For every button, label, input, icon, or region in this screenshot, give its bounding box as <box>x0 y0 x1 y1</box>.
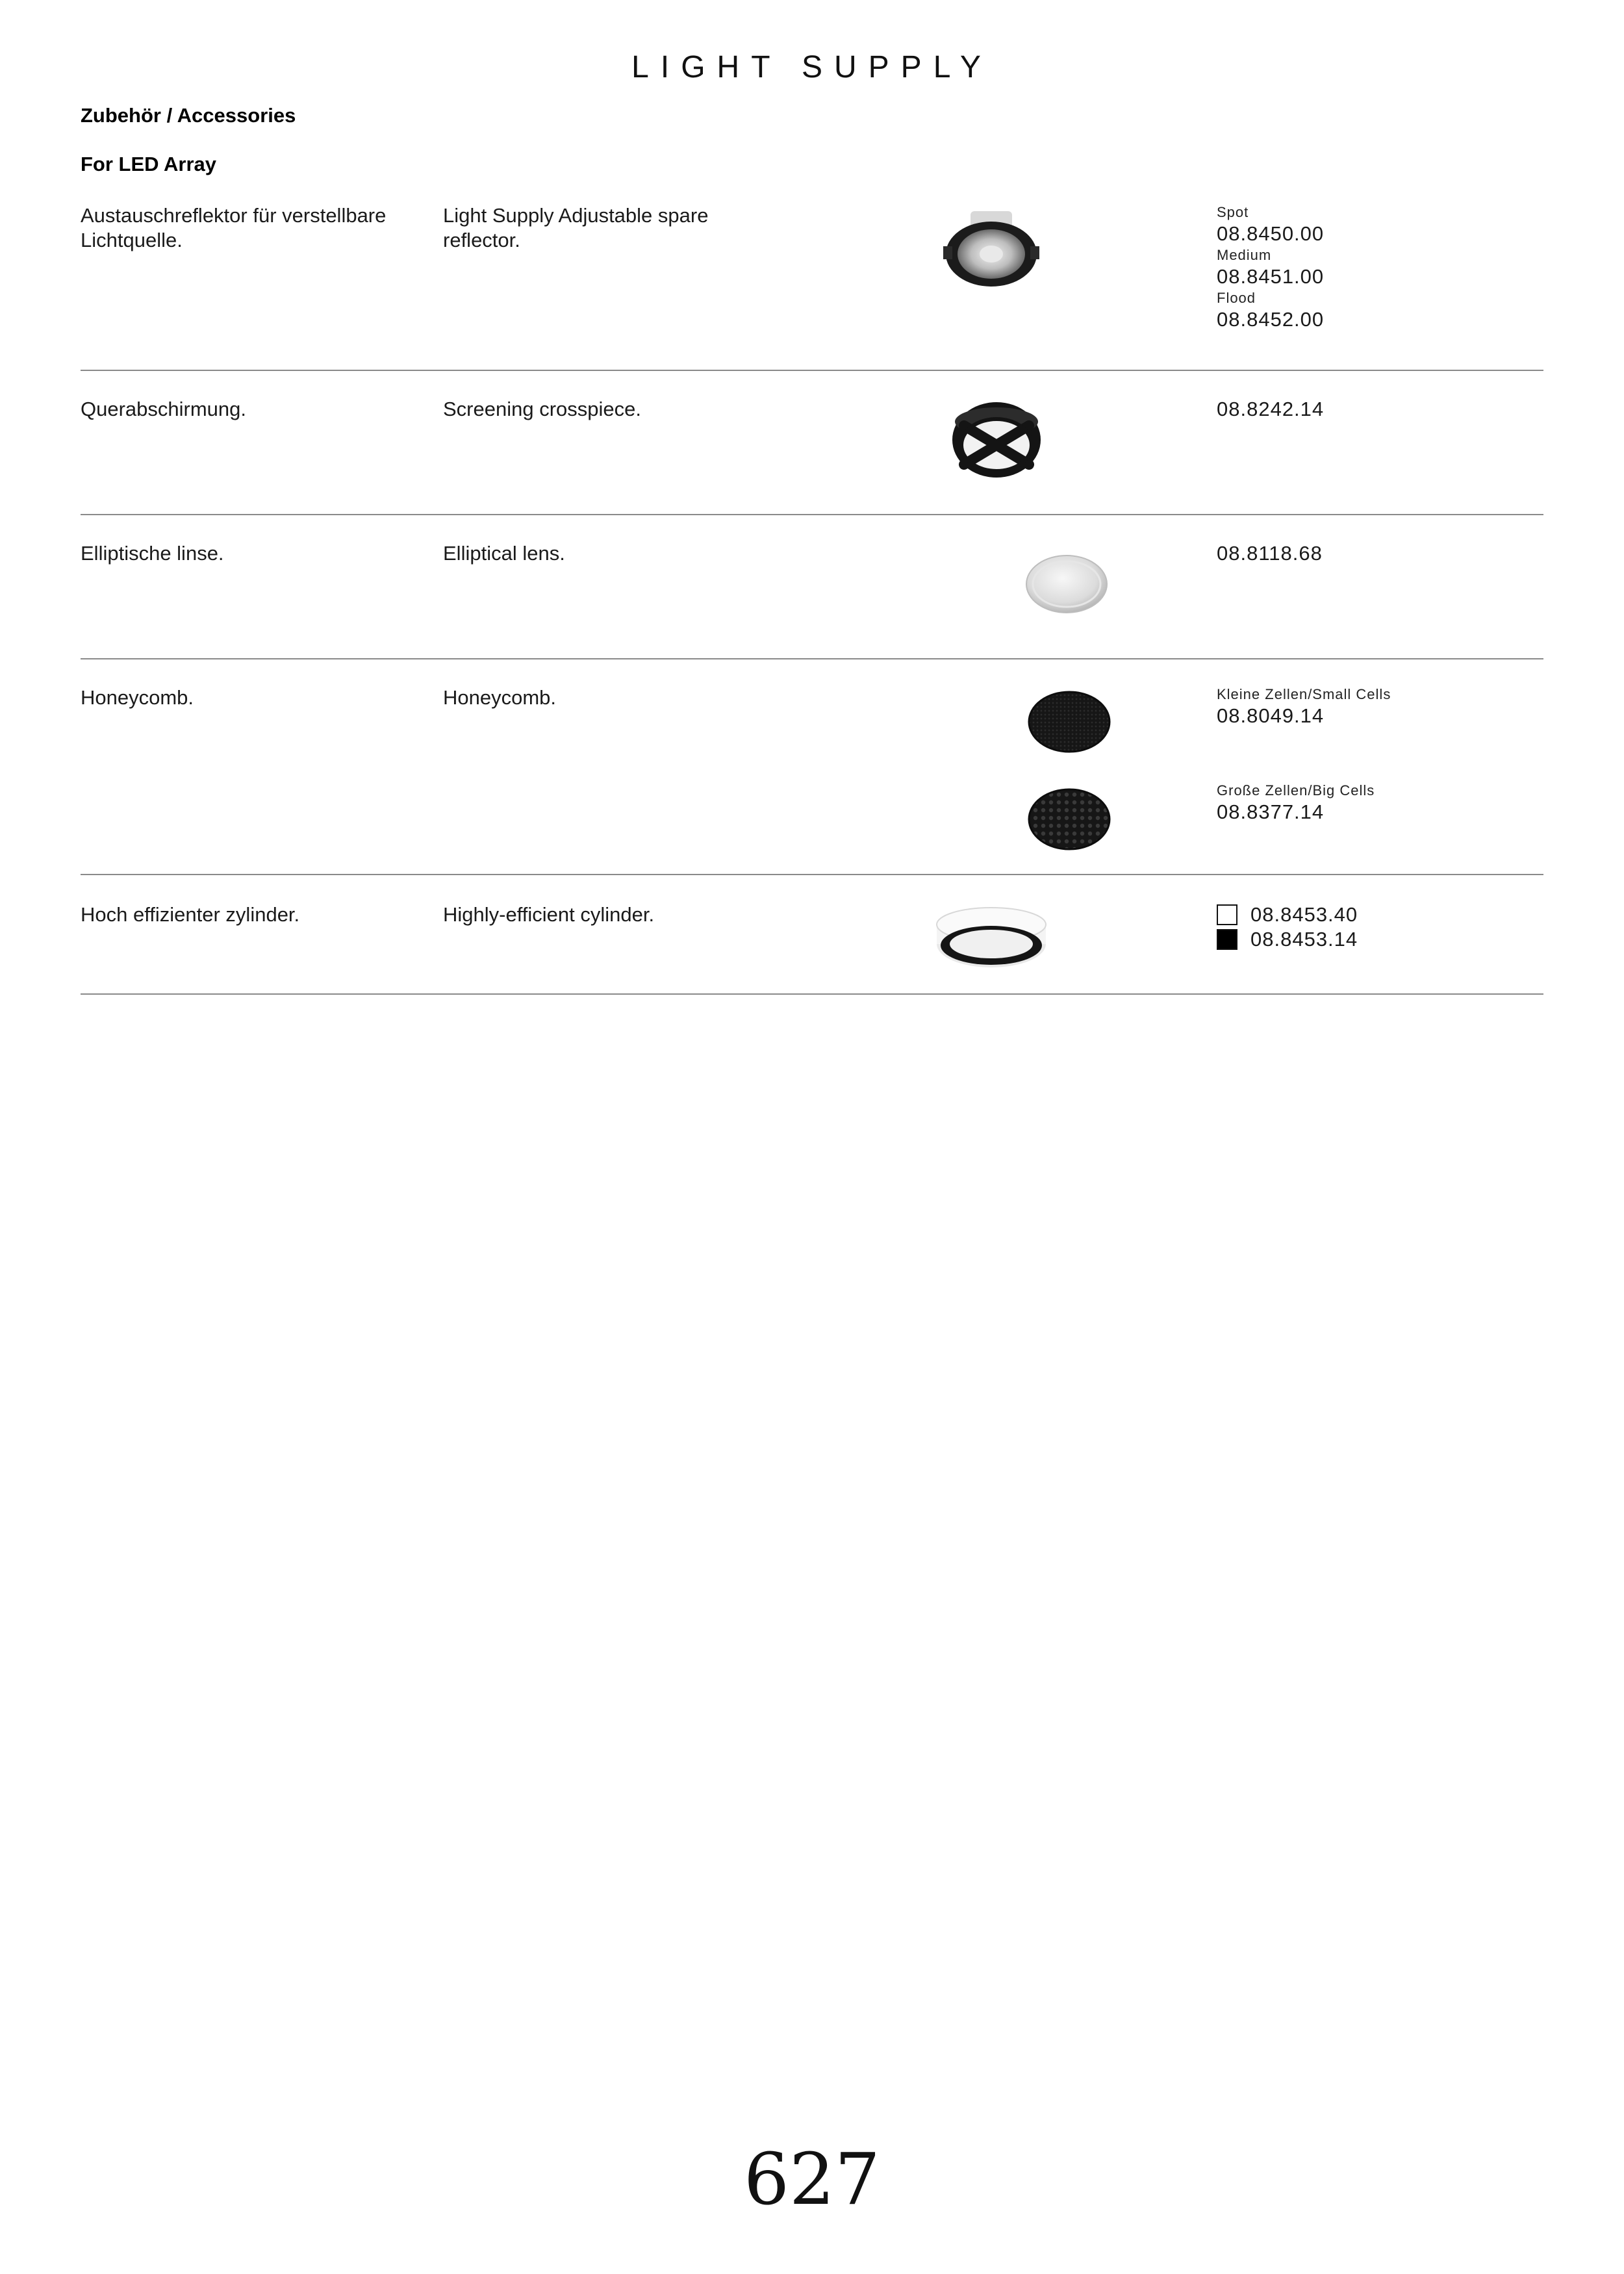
article-code: 08.8450.00 <box>1217 222 1325 245</box>
page-number: 627 <box>744 2138 880 2221</box>
section-title: Zubehör / Accessories <box>81 104 296 127</box>
black-swatch-icon <box>1217 929 1237 950</box>
description-de: Austauschreflektor für verstellbare Lichtquelle. <box>81 204 387 251</box>
article-code: 08.8452.00 <box>1217 308 1325 331</box>
article-codes <box>1217 397 1324 422</box>
article-codes <box>1217 902 1358 952</box>
accessory-row-elliptical-lens <box>81 541 1543 659</box>
brand-title: LIGHT SUPPLY <box>631 50 993 84</box>
description-de: Honeycomb. <box>81 686 194 709</box>
variant-label: Große Zellen/Big Cells <box>1217 782 1375 798</box>
honeycomb-big-image <box>1024 783 1115 854</box>
article-code: 08.8453.40 <box>1250 903 1358 926</box>
color-variant-white <box>1217 902 1358 927</box>
article-code: 08.8377.14 <box>1217 800 1325 823</box>
description-en: Light Supply Adjustable spare reflector. <box>443 204 709 251</box>
white-swatch-icon <box>1217 904 1237 925</box>
variant-label: Spot <box>1217 204 1249 220</box>
accessory-row-honeycomb <box>81 685 1543 875</box>
article-code: 08.8451.00 <box>1217 265 1325 288</box>
description-de: Elliptische linse. <box>81 542 224 565</box>
description-en: Highly-efficient cylinder. <box>443 903 655 926</box>
article-codes <box>1217 541 1323 566</box>
variant-label: Flood <box>1217 290 1256 306</box>
description-en: Elliptical lens. <box>443 542 565 565</box>
variant-label: Medium <box>1217 247 1272 263</box>
cylinder-image <box>933 901 1050 973</box>
subsection-title: For LED Array <box>81 153 217 175</box>
description-en: Screening crosspiece. <box>443 398 641 420</box>
reflector-image <box>939 207 1043 292</box>
crosspiece-image <box>945 396 1048 480</box>
description-de: Hoch effizienter zylinder. <box>81 903 300 926</box>
article-codes <box>1217 203 1324 332</box>
variant-label: Kleine Zellen/Small Cells <box>1217 686 1391 702</box>
description-de: Querabschirmung. <box>81 398 247 420</box>
color-variant-black <box>1217 927 1358 952</box>
article-code: 08.8453.14 <box>1250 928 1358 951</box>
honeycomb-small-image <box>1024 685 1115 757</box>
accessory-row-reflector <box>81 203 1543 371</box>
accessory-row-cylinder <box>81 902 1543 995</box>
article-codes <box>1217 685 1391 824</box>
article-code: 08.8118.68 <box>1217 542 1323 565</box>
article-code: 08.8242.14 <box>1217 398 1325 420</box>
description-en: Honeycomb. <box>443 686 557 709</box>
elliptical-lens-image <box>1021 548 1112 619</box>
accessory-row-crosspiece <box>81 397 1543 515</box>
article-code: 08.8049.14 <box>1217 704 1325 727</box>
